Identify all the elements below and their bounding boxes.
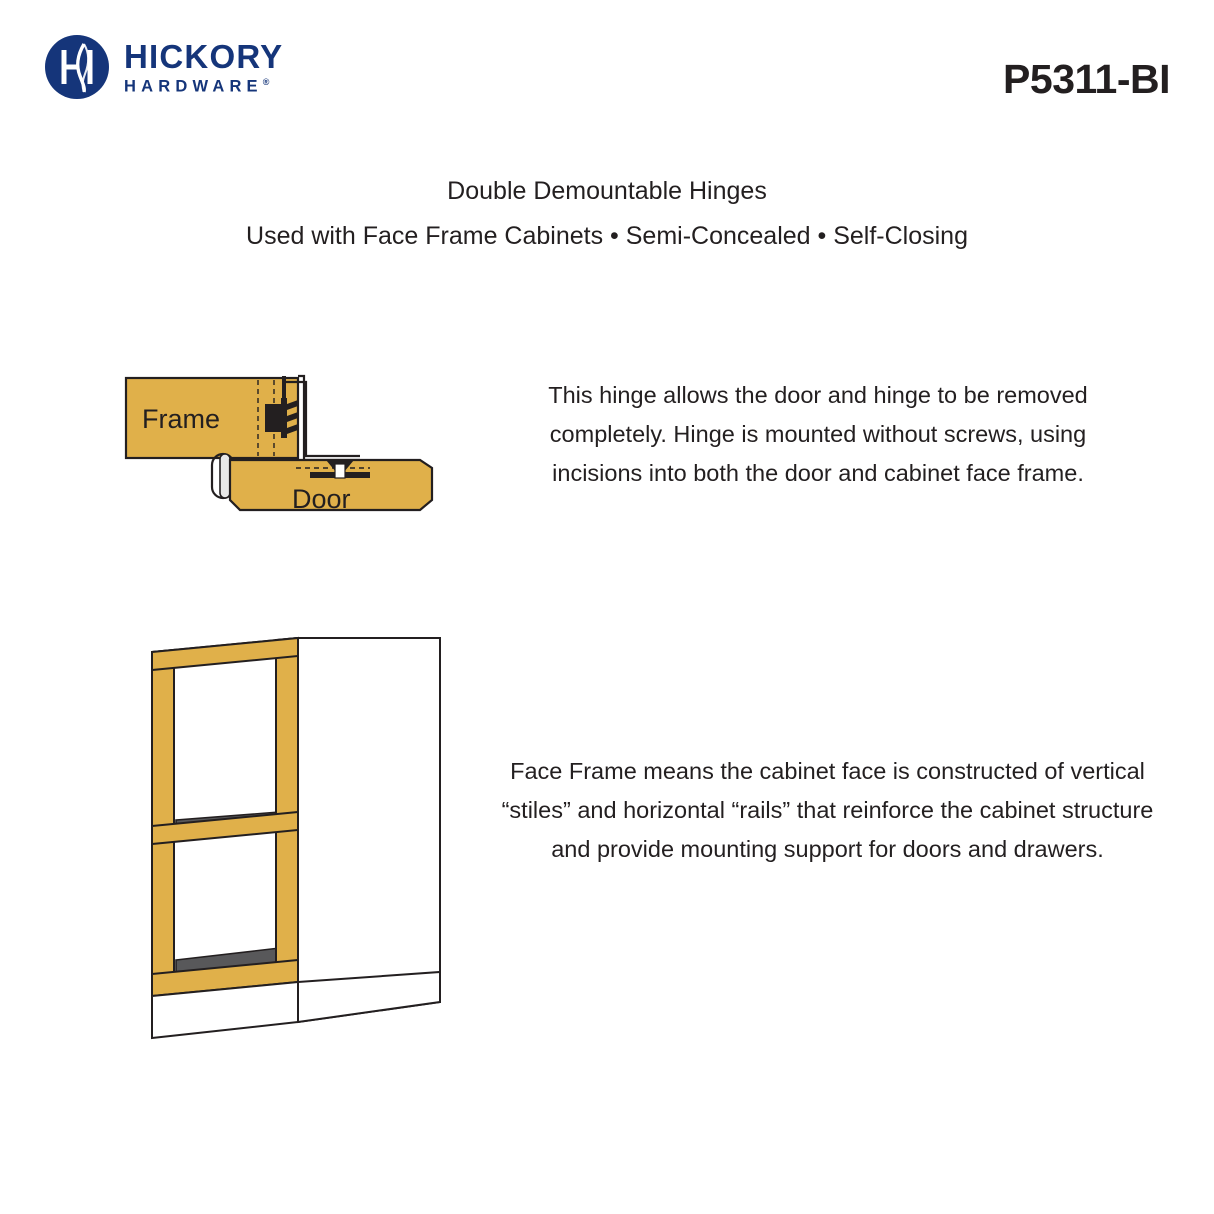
frame-label: Frame: [142, 404, 221, 434]
hinge-mounting-illustration: [120, 360, 500, 570]
face-frame-description-text: Face Frame means the cabinet face is constructed of vertical “stiles” and horizontal “rails” that reinforce the cabinet structure and provide mounting support for doors and drawers.: [501, 758, 1154, 862]
product-title-block: [0, 176, 1214, 253]
brand-wordmark: [124, 37, 284, 95]
brand-name-secondary: HARDWARE®: [124, 76, 270, 95]
hinge-mounting-diagram: [120, 360, 500, 570]
door-label: Door: [292, 484, 351, 514]
registered-trademark-icon: ®: [262, 76, 270, 87]
page-header: [44, 30, 1170, 110]
brand-name-primary: HICKORY: [124, 37, 284, 75]
product-subtitle: Used with Face Frame Cabinets • Semi-Concealed • Self-Closing: [246, 222, 968, 251]
brand-logo: [44, 34, 283, 100]
hinge-description-text: This hinge allows the door and hinge to be removed completely. Hinge is mounted without screws, using incisions into both the door and cabinet face frame.: [548, 382, 1088, 486]
face-frame-cabinet-diagram: [130, 630, 460, 1060]
product-sku: P5311-BI: [1003, 56, 1170, 102]
face-frame-cabinet-illustration: [130, 630, 460, 1060]
hickory-hardware-logo-icon: [44, 34, 110, 100]
door-block: [230, 460, 432, 514]
product-title: Double Demountable Hinges: [447, 177, 767, 205]
